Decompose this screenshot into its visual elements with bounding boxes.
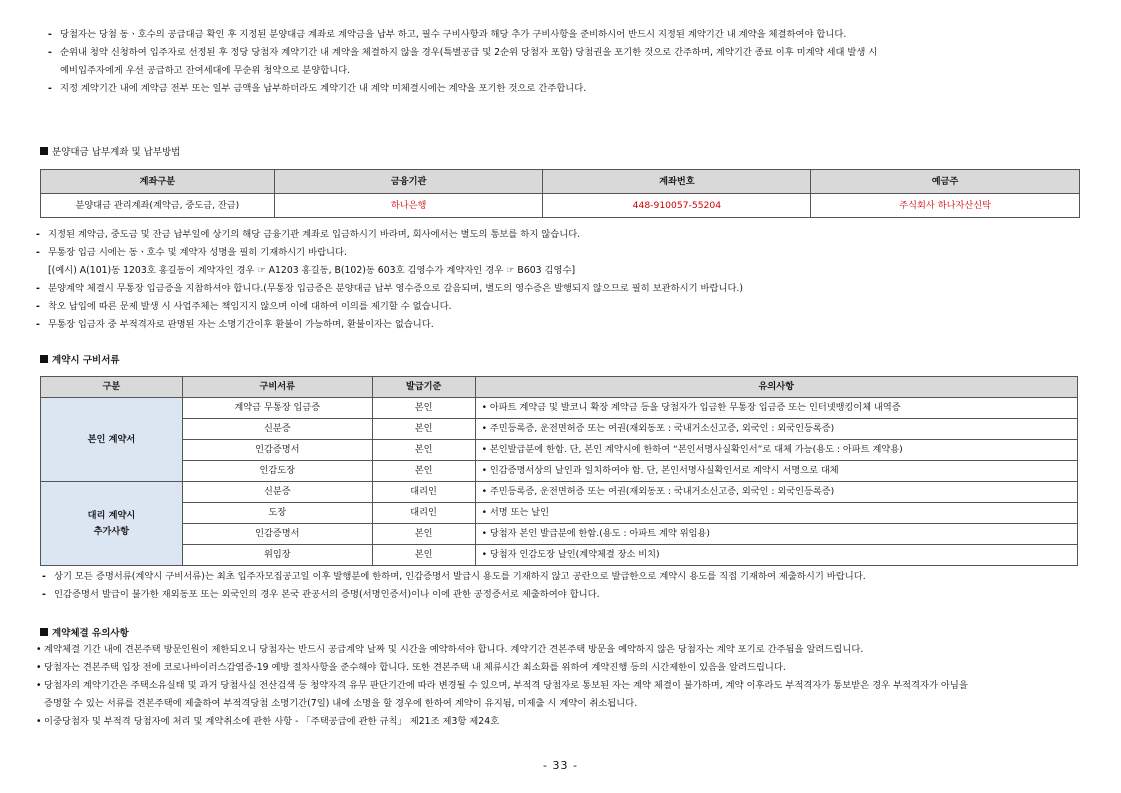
table-header: 계좌구분 xyxy=(41,170,275,194)
document-cell: 인감증명서 xyxy=(182,524,372,545)
issuer-cell: 본인 xyxy=(372,461,475,482)
table-header: 계좌번호 xyxy=(543,170,811,194)
group-cell-proxy xyxy=(41,482,183,566)
bullet-continuation: 예비입주자에게 우선 공급하고 잔여세대에 무순위 청약으로 분양합니다. xyxy=(60,65,351,76)
bullet-item: - 지정된 계약금, 중도금 및 잔금 납부일에 상기의 해당 금융기관 계좌로 입금하시기 바라며, 회사에서는 별도의 통보를 하지 않습니다. xyxy=(36,229,581,240)
issuer-cell: 본인 xyxy=(372,419,475,440)
note-cell: • 당첨자 인감도장 날인(계약체결 장소 비치) xyxy=(475,545,1077,566)
account-number-cell: 448-910057-55204 xyxy=(543,194,811,218)
payment-account-table xyxy=(40,169,1080,218)
table-header: 구비서류 xyxy=(182,377,372,398)
table-row xyxy=(41,524,1078,545)
section-title-contract-notes: 계약체결 유의사항 xyxy=(40,628,129,639)
note-cell: • 아파트 계약금 및 발코니 확장 계약금 등을 당첨자가 입금한 무통장 입금증 또는 인터넷뱅킹이체 내역증 xyxy=(475,398,1077,419)
note-cell: • 서명 또는 날인 xyxy=(475,503,1077,524)
payment-example: [(예시) A(101)동 1203호 홍길동이 계약자인 경우 ☞ A1203 홍길동, B(102)동 603호 김영수가 계약자인 경우 ☞ B603 김영수] xyxy=(48,265,576,276)
bullet-item: - 분양계약 체결시 무통장 입금증을 지참하셔야 합니다.(무통장 입금증은 분양대금 납부 영수증으로 갈음되며, 별도의 영수증은 발행되지 않으므로 필히 보관하시기 바랍니다.) xyxy=(36,283,744,294)
document-cell: 인감도장 xyxy=(182,461,372,482)
list-item: • 당첨자는 견본주택 입장 전에 코로나바이러스감염증-19 예방 절차사항을 준수해야 합니다. 또한 견본주택 내 체류시간 최소화를 위하여 계약진행 등의 시간제한이 있음을 알려드립니다. xyxy=(36,662,786,673)
account-type-cell: 분양대금 관리계좌(계약금, 중도금, 잔금) xyxy=(41,194,275,218)
issuer-cell: 본인 xyxy=(372,545,475,566)
bullet-item: - 인감증명서 발급이 불가한 재외동포 또는 외국인의 경우 본국 관공서의 증명(서명인증서)이나 이에 관한 공정증서로 제출하여야 합니다. xyxy=(42,589,600,600)
document-cell: 신분증 xyxy=(182,419,372,440)
bullet-item: - 무통장 입금 시에는 동ㆍ호수 및 계약자 성명을 필히 기재하시기 바랍니다. xyxy=(36,247,347,258)
table-header: 구분 xyxy=(41,377,183,398)
issuer-cell: 대리인 xyxy=(372,482,475,503)
bullet-item: - 당첨자는 당첨 동ㆍ호수의 공급대금 확인 후 지정된 분양대금 계좌로 계약금을 납부 하고, 필수 구비사항과 해당 추가 구비사항을 준비하시어 반드시 지정된 계약기간 내 계약을 체결하여야 합니다. xyxy=(48,29,847,40)
group-label-line1: 대리 계약시 xyxy=(87,509,136,521)
list-item-continuation: 증명할 수 있는 서류를 견본주택에 제출하여 부적격당첨 소명기간(7일) 내에 소명을 할 경우에 한하여 계약이 유지됨, 미제출 시 계약이 취소됩니다. xyxy=(44,698,638,709)
bullet-item: - 착오 납입에 따른 문제 발생 시 사업주체는 책임지지 않으며 이에 대하여 이의를 제기할 수 없습니다. xyxy=(36,301,452,312)
issuer-cell: 대리인 xyxy=(372,503,475,524)
note-cell: • 주민등록증, 운전면허증 또는 여권(재외동포 : 국내거소신고증, 외국인 : 외국인등록증) xyxy=(475,419,1077,440)
list-item: • 계약체결 기간 내에 견본주택 방문인원이 제한되오니 당첨자는 반드시 공급계약 날짜 및 시간을 예약하셔야 합니다. 계약기간 견본주택 방문을 예약하지 않은 당첨자는 계약 포기로 간주됨을 알려드립니다. xyxy=(36,644,864,655)
table-row xyxy=(41,440,1078,461)
list-item: • 이중당첨자 및 부적격 당첨자에 처리 및 계약취소에 관한 사항 - 「주택공급에 관한 규칙」 제21조 제3항 제24호 xyxy=(36,716,500,727)
bullet-item: - 무통장 입금자 중 부적격자로 판명된 자는 소명기간이후 환불이 가능하며, 환불이자는 없습니다. xyxy=(36,319,434,330)
table-header: 금융기관 xyxy=(274,170,543,194)
square-bullet-icon xyxy=(40,628,48,636)
document-cell: 도장 xyxy=(182,503,372,524)
table-row xyxy=(41,398,1078,419)
bank-name-cell: 하나은행 xyxy=(274,194,543,218)
document-cell: 인감증명서 xyxy=(182,440,372,461)
bullet-item: - 순위내 청약 신청하여 입주자로 선정된 후 정당 당첨자 계약기간 내 계약을 체결하지 않을 경우(특별공급 및 2순위 당첨자 포함) 당첨권을 포기한 것으로 간주하며, 계약기간 종료 이후 미계약 세대 발생 시 xyxy=(48,47,878,58)
bullet-item: - 상기 모든 증명서류(계약시 구비서류)는 최초 입주자모집공고일 이후 발행분에 한하며, 인감증명서 발급시 용도를 기재하지 않고 공란으로 발급한으로 계약시 용도를 직접 기재하여 제출하시기 바랍니다. xyxy=(42,571,866,582)
document-cell: 신분증 xyxy=(182,482,372,503)
payment-bullet-list xyxy=(36,226,1076,334)
note-cell: • 인감증명서상의 날인과 일치하여야 함. 단, 본인서명사실확인서로 계약시 서명으로 대체 xyxy=(475,461,1077,482)
issuer-cell: 본인 xyxy=(372,524,475,545)
note-cell: • 본인발급분에 한함. 단, 본인 계약시에 한하여 “본인서명사실확인서”로 대체 가능(용도 : 아파트 계약용) xyxy=(475,440,1077,461)
list-item: • 당첨자의 계약기간은 주택소유실태 및 과거 당첨사실 전산검색 등 청약자격 유무 판단기간에 따라 변경될 수 있으며, 부적격 당첨자로 통보된 자는 계약 체결이 불가하며, 계약 이후라도 부적격자가 통보받은 경우 부적격자가 아님을 xyxy=(36,680,968,691)
issuer-cell: 본인 xyxy=(372,398,475,419)
table-row xyxy=(41,503,1078,524)
note-cell: • 주민등록증, 운전면허증 또는 여권(재외동포 : 국내거소신고증, 외국인 : 외국인등록증) xyxy=(475,482,1077,503)
required-documents-table xyxy=(40,376,1078,566)
note-cell: • 당첨자 본인 발급분에 한함.(용도 : 아파트 계약 위임용) xyxy=(475,524,1077,545)
square-bullet-icon xyxy=(40,355,48,363)
document-cell: 계약금 무통장 입금증 xyxy=(182,398,372,419)
table-row xyxy=(41,419,1078,440)
account-holder-cell: 주식회사 하나자산신탁 xyxy=(811,194,1080,218)
top-bullet-list xyxy=(48,26,1088,98)
table-row xyxy=(41,482,1078,503)
contract-notes-list xyxy=(36,641,1096,731)
bullet-item: - 지정 계약기간 내에 계약금 전부 또는 일부 금액을 납부하더라도 계약기간 내 계약 미체결시에는 계약을 포기한 것으로 간주합니다. xyxy=(48,83,587,94)
table-header: 예금주 xyxy=(811,170,1080,194)
table-row xyxy=(41,461,1078,482)
section-title-payment-account: 분양대금 납부계좌 및 납부방법 xyxy=(40,147,180,158)
document-cell: 위임장 xyxy=(182,545,372,566)
table-header: 발급기준 xyxy=(372,377,475,398)
section-title-required-documents: 계약시 구비서류 xyxy=(40,355,120,366)
table-header: 유의사항 xyxy=(475,377,1077,398)
issuer-cell: 본인 xyxy=(372,440,475,461)
square-bullet-icon xyxy=(40,147,48,155)
document-bullet-list xyxy=(42,568,1082,604)
group-cell-self: 본인 계약서 xyxy=(41,398,183,482)
page-number: - 33 - xyxy=(543,759,578,772)
table-row xyxy=(41,545,1078,566)
group-label-line2: 추가사항 xyxy=(93,525,130,537)
